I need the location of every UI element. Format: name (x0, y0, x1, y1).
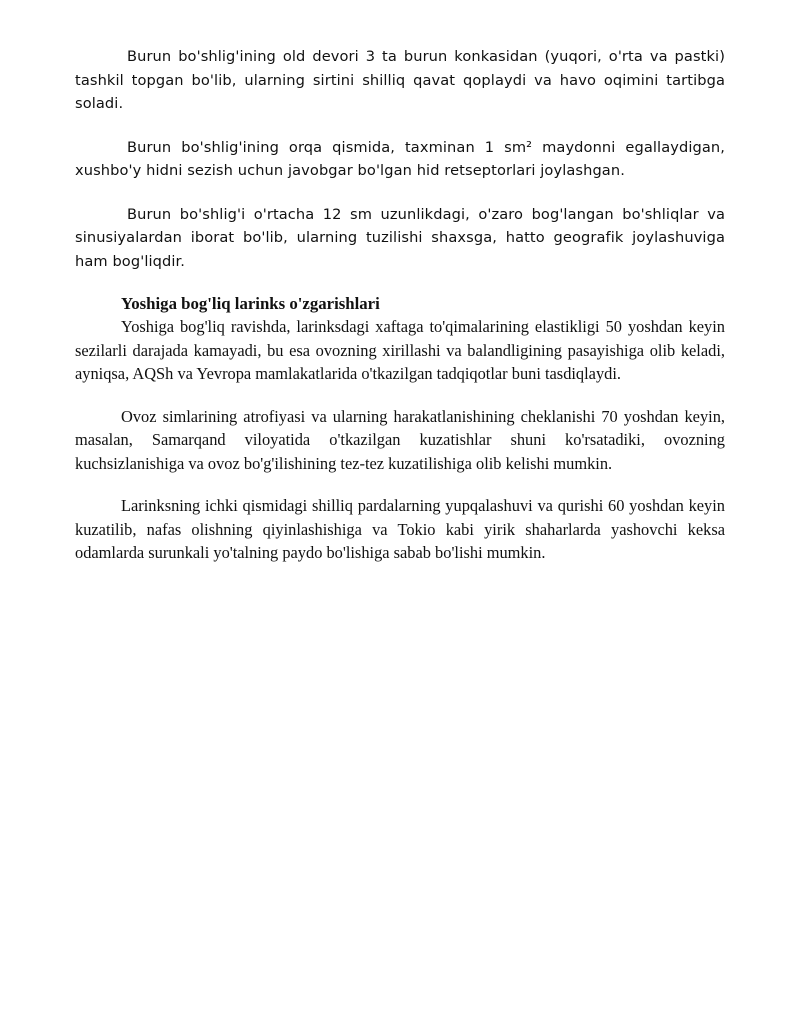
section-heading: Yoshiga bog'liq larinks o'zgarishlari (121, 294, 380, 313)
paragraph-olfactory-receptors: Burun bo'shlig'ining orqa qismida, taxminan 1 sm² maydonni egallaydigan, xushbo'y hidni sezish uchun javobgar bo'lgan hid retseptorlari joylashgan. (75, 138, 725, 179)
paragraph-vocal-cord-atrophy: Ovoz simlarining atrofiyasi va ularning harakatlanishining cheklanishi 70 yoshdan keyin, masalan, Samarqand viloyatida o'tkazilgan kuzatishlar shuni ko'rsatadiki, ovozning kuchsizlanishiga va ovoz bo'g'ilishining tez-tez kuzatilishiga olib kelishi mumkin. (75, 406, 725, 473)
paragraph-nasal-front-wall: Burun bo'shlig'ining old devori 3 ta burun konkasidan (yuqori, o'rta va pastki) tashkil topgan bo'lib, ularning sirtini shilliq qavat qoplaydi va havo oqimini tartibga soladi. (75, 48, 725, 112)
paragraph-cartilage-elasticity: Yoshiga bog'liq ravishda, larinksdagi xaftaga to'qimalarining elastikligi 50 yoshdan keyin sezilarli darajada kamayadi, bu esa ovozning xirillashi va balandligining pasayishiga olib keladi, ayniqsa, AQSh va Yevropa mamlakatlarida o'tkazilgan tadqiqotlar buni tasdiqlaydi. (75, 317, 725, 383)
document-page (75, 45, 725, 565)
paragraph-nasal-cavity-length: Burun bo'shlig'i o'rtacha 12 sm uzunlikdagi, o'zaro bog'langan bo'shliqlar va sinusiyalardan iborat bo'lib, ularning tuzilishi shaxsga, hatto geografik joylashuviga ham bog'liqdir. (75, 205, 725, 270)
paragraph-mucosa-thinning: Larinksning ichki qismidagi shilliq pardalarning yupqalashuvi va qurishi 60 yoshdan keyin kuzatilib, nafas olishning qiyinlashishiga va Tokio kabi yirik shaharlarda yashovchi keksa odamlarda surunkali yo'talning paydo bo'lishiga sabab bo'lishi mumkin. (75, 496, 725, 562)
